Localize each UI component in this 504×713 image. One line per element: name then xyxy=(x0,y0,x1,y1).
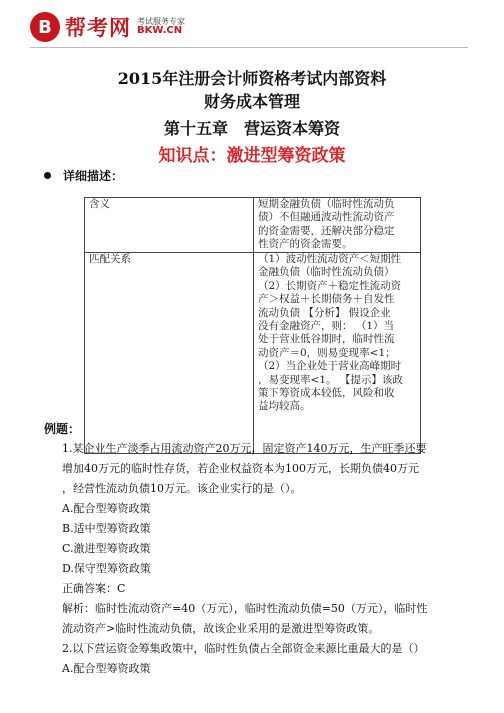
option-a: A.配合型筹资政策 xyxy=(62,502,151,515)
content-line: 动资产＝0，则易变现率<1； xyxy=(258,346,396,359)
option-d: D.保守型筹资政策 xyxy=(62,562,151,575)
examples-heading: 例题： xyxy=(44,422,81,436)
content-line: 策下筹资成本较低，风险和收 xyxy=(258,387,395,400)
question-text: 2.以下营运资金筹集政策中，临时性负债占全部资金来源比重最大的是（） xyxy=(62,642,425,655)
content-line: 短期金融负债（临时性流动负 xyxy=(258,198,395,210)
question-text: 1.某企业生产淡季占用流动资产20万元，固定资产140万元，生产旺季还要 xyxy=(62,442,427,455)
logo-name: 帮考网 xyxy=(65,16,131,40)
content-line: （1）波动性流动资产＜短期性 xyxy=(258,253,402,265)
detail-label: 详细描述： xyxy=(63,169,124,183)
row-label: 含义 xyxy=(85,198,254,253)
table-row xyxy=(85,198,421,253)
correct-answer: 正确答案：C xyxy=(62,582,126,595)
doc-title: 2015年注册会计师资格考试内部资料 xyxy=(117,69,387,88)
brand-logo xyxy=(30,9,185,45)
table-row xyxy=(85,253,421,454)
detail-heading xyxy=(44,167,123,184)
logo-mark: B xyxy=(30,12,60,42)
content-line: ，易变现率<1。 【提示】该政 xyxy=(258,373,403,386)
logo-tagline: 考试服务专家 xyxy=(137,16,185,26)
knowledge-point-title: 知识点：激进型筹资政策 xyxy=(158,146,346,166)
content-line: 性资产的资金需要。 xyxy=(258,238,353,251)
content-line: 益均较高。 xyxy=(258,400,311,413)
header-divider xyxy=(30,47,468,48)
content-line: （2）长期资产＋稳定性流动资 xyxy=(258,279,402,292)
content-line: 产＞权益＋长期债务＋自发性 xyxy=(258,293,395,306)
option-b: B.适中型筹资政策 xyxy=(62,522,151,535)
concept-table xyxy=(84,197,421,454)
content-line: 金融负债（临时性流动负债） xyxy=(258,266,395,279)
row-content xyxy=(254,253,421,454)
bullet-icon xyxy=(44,172,51,179)
question-text: 增加40万元的临时性存货，若企业权益资本为100万元，长期负债40万元 xyxy=(62,462,419,475)
question-text: ，经营性流动负债10万元。该企业实行的是（）。 xyxy=(62,482,302,495)
content-line: 没有金融资产，则： （1）当 xyxy=(258,320,395,333)
content-line: 流动负债 【分析】 假设企业 xyxy=(258,306,391,319)
content-line: 处于营业低谷期时，临时性流 xyxy=(258,333,395,346)
explanation-text: 流动资产>临时性流动负债，故该企业采用的是激进型筹资政策。 xyxy=(62,622,380,635)
content-line: 的资金需要，还解决部分稳定 xyxy=(258,224,395,237)
content-line: 债）不但融通波动性流动资产 xyxy=(258,211,395,224)
chapter-title: 第十五章 营运资本筹资 xyxy=(163,119,340,138)
option-c: C.激进型筹资政策 xyxy=(62,542,151,555)
explanation-text: 解析：临时性流动资产=40（万元），临时性流动负债=50（万元），临时性 xyxy=(62,602,428,615)
logo-url: BKW.CN xyxy=(137,24,183,36)
option-a: A.配合型筹资政策 xyxy=(62,662,151,675)
subject-title: 财务成本管理 xyxy=(203,92,300,111)
row-content xyxy=(254,198,421,253)
content-line: （2）当企业处于营业高峰期时 xyxy=(258,360,402,373)
row-label: 匹配关系 xyxy=(85,253,254,454)
